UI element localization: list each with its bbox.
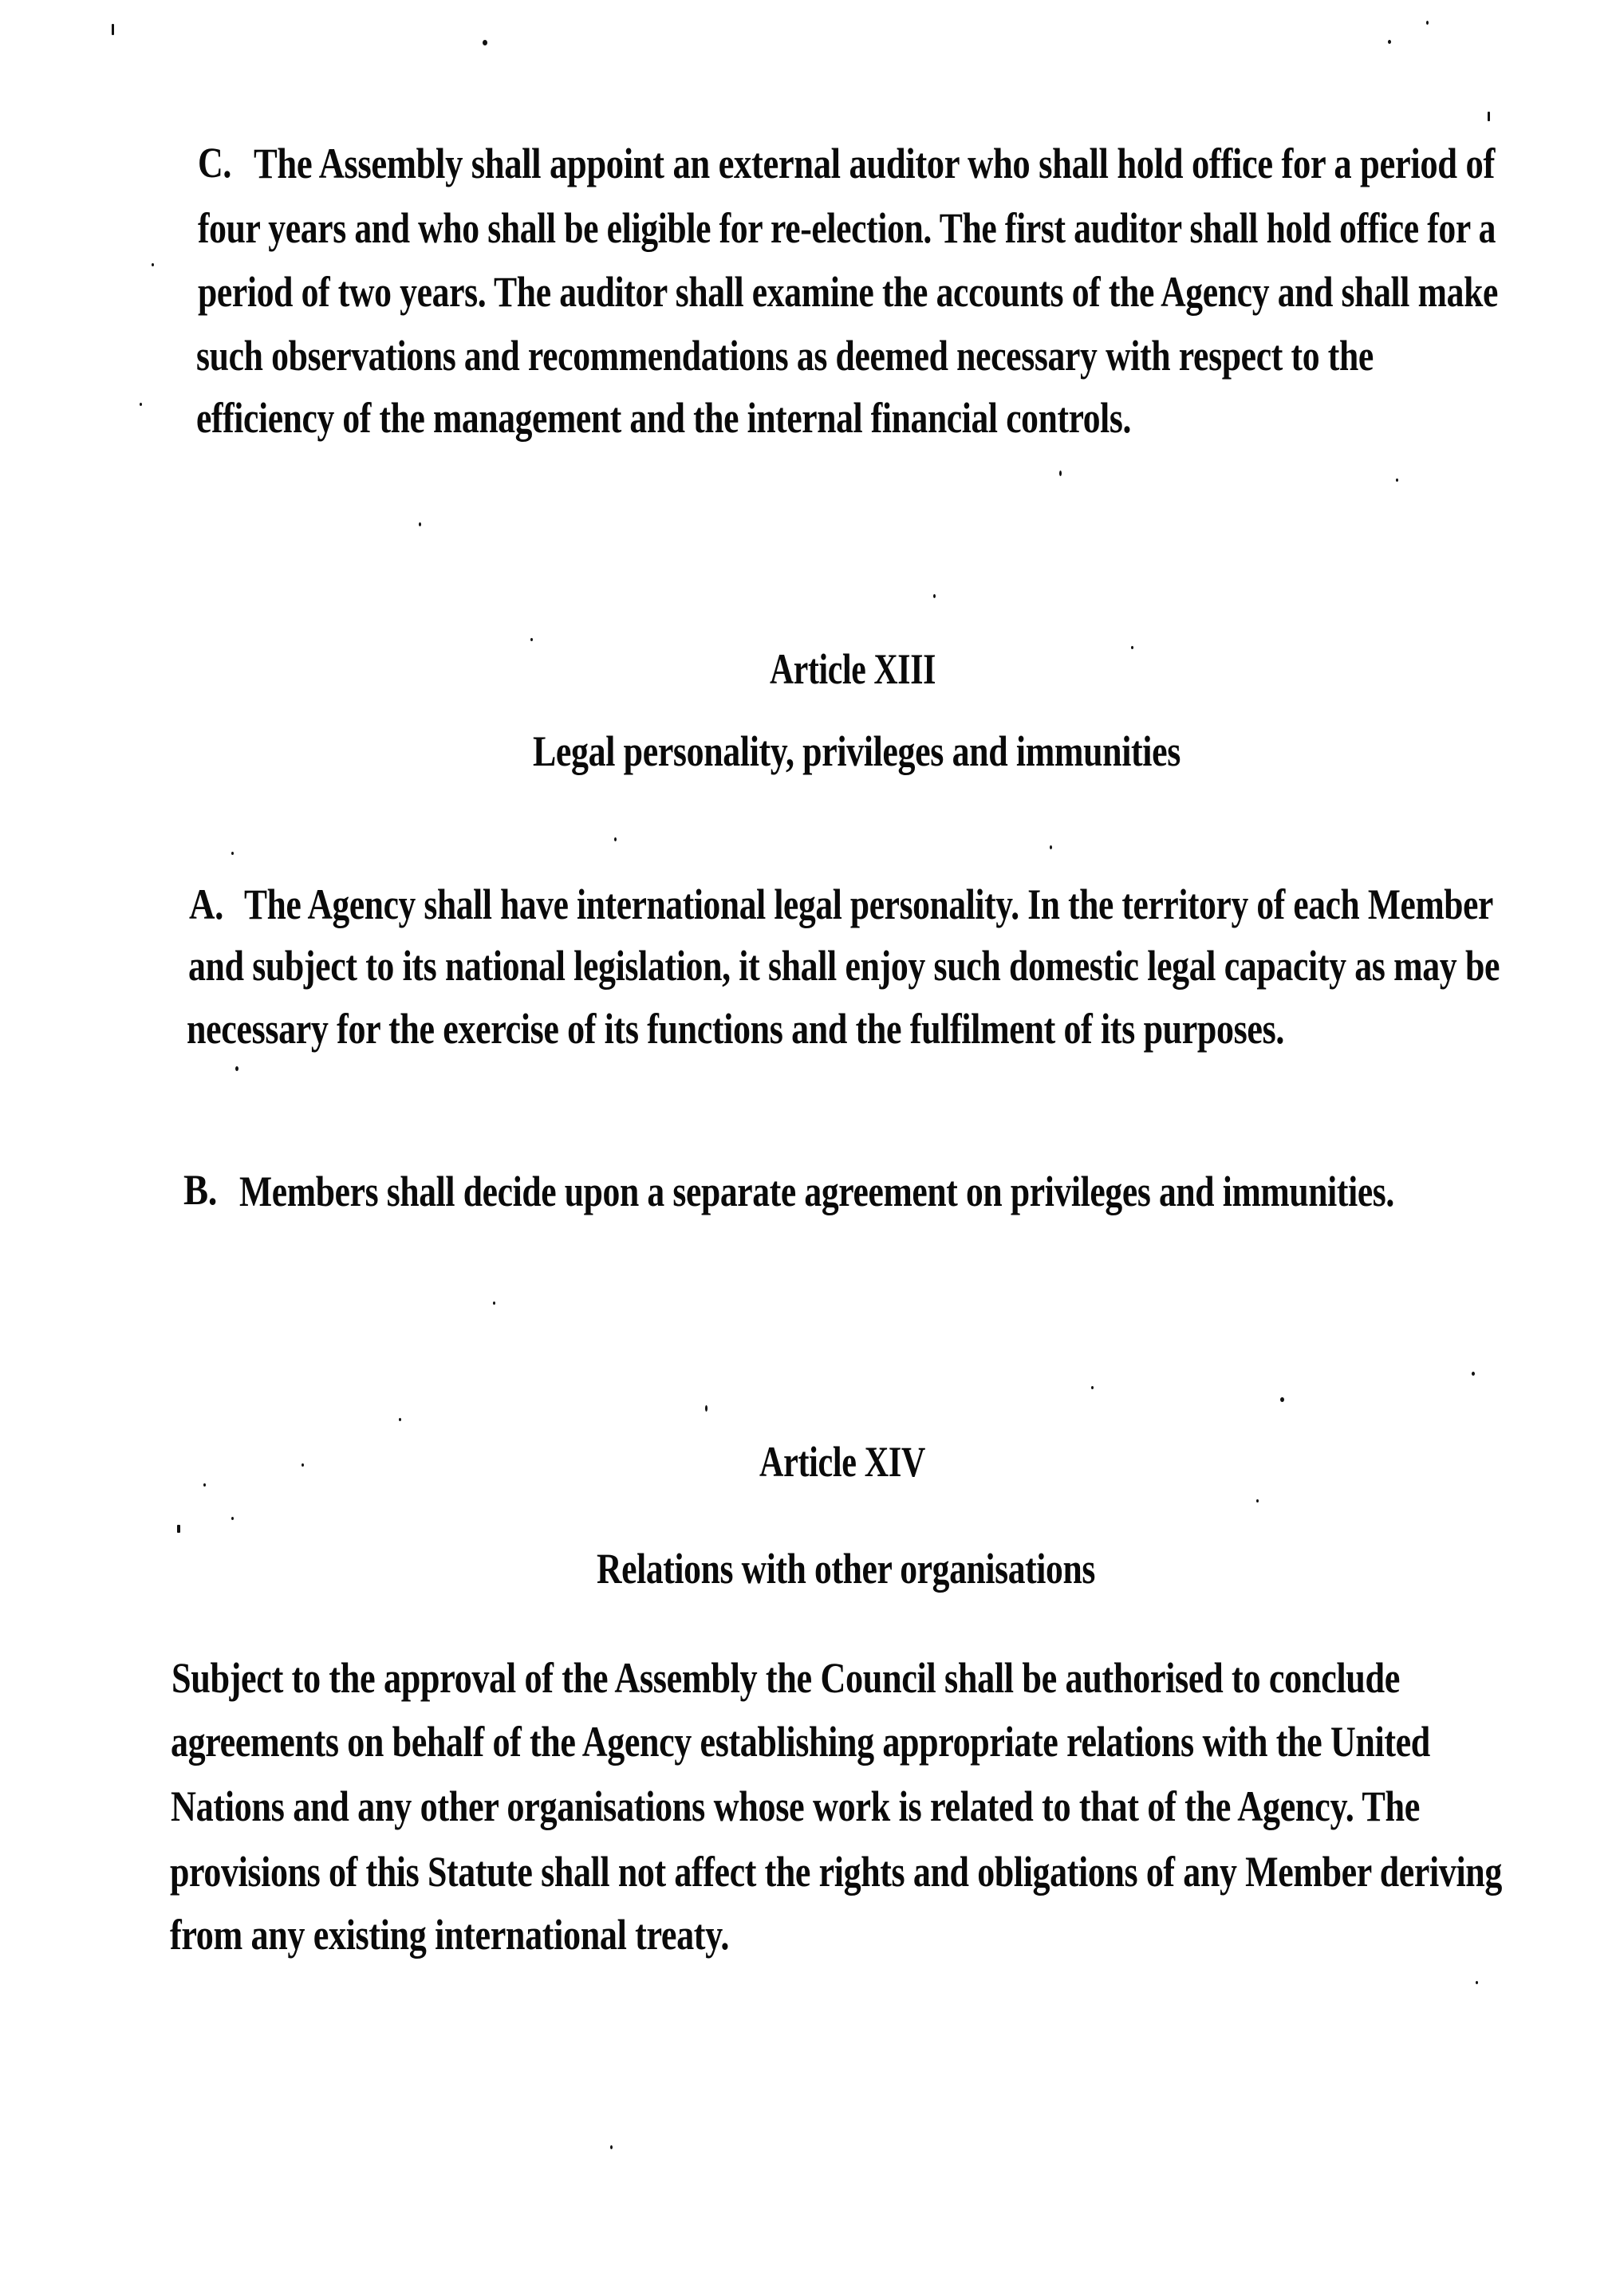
scan-speck (152, 263, 154, 266)
scan-speck (231, 1517, 234, 1520)
paragraph-a-label: A. (189, 880, 223, 929)
section-c-label: C. (198, 139, 231, 187)
scan-speck (235, 1066, 238, 1071)
scan-speck (1396, 478, 1398, 482)
scan-speck (1131, 646, 1133, 649)
article-xiv-line-4: provisions of this Statute shall not affect the rights and obligations of any Member deriving (170, 1848, 1502, 1896)
scan-speck (112, 24, 114, 35)
scan-speck (1476, 1981, 1478, 1984)
paragraph-a-line-3: necessary for the exercise of its functions and the fulfilment of its purposes. (187, 1005, 1284, 1053)
scan-speck (610, 2145, 613, 2149)
scan-speck (493, 1302, 495, 1305)
paragraph-a-line-1: The Agency shall have international legal personality. In the territory of each Member (244, 880, 1493, 929)
paragraph-b-label: B. (183, 1166, 217, 1215)
scan-speck (1059, 471, 1062, 476)
article-xiii-subtitle: Legal personality, privileges and immunities (533, 727, 1181, 776)
scan-speck (1426, 21, 1429, 25)
section-c-line-5: efficiency of the management and the internal financial controls. (196, 394, 1132, 443)
scan-speck (1472, 1372, 1475, 1376)
article-xiv-line-2: agreements on behalf of the Agency establishing appropriate relations with the United (171, 1718, 1430, 1766)
scan-speck (1388, 40, 1391, 44)
scan-speck (203, 1483, 206, 1487)
scan-speck (530, 638, 533, 641)
scan-speck (705, 1405, 708, 1412)
scan-speck (177, 1525, 180, 1533)
article-xiv-line-3: Nations and any other organisations whose work is related to that of the Agency. The (171, 1782, 1421, 1831)
scan-speck (399, 1418, 401, 1421)
scan-speck (483, 40, 487, 45)
scan-speck (614, 837, 617, 841)
section-c-line-2: four years and who shall be eligible for re-election. The first auditor shall hold office for a (198, 204, 1496, 253)
article-xiv-subtitle: Relations with other organisations (597, 1545, 1095, 1593)
section-c-line-1: The Assembly shall appoint an external auditor who shall hold office for a period of (254, 140, 1495, 188)
article-xiv-line-5: from any existing international treaty. (170, 1911, 730, 1959)
paragraph-b-line-1: Members shall decide upon a separate agreement on privileges and immunities. (239, 1168, 1394, 1216)
scan-speck (1050, 845, 1052, 849)
article-xiv-title: Article XIV (759, 1438, 925, 1487)
article-xiii-title: Article XIII (770, 645, 936, 694)
scan-speck (419, 522, 421, 526)
scan-speck (1256, 1499, 1259, 1502)
article-xiv-line-1: Subject to the approval of the Assembly the Council shall be authorised to conclude (171, 1654, 1400, 1703)
scan-speck (231, 852, 234, 855)
scan-speck (1280, 1397, 1284, 1402)
scan-speck (1488, 112, 1490, 121)
paragraph-a-line-2: and subject to its national legislation, it shall enjoy such domestic legal capacity as may be (188, 942, 1500, 990)
section-c-line-4: such observations and recommendations as deemed necessary with respect to the (196, 332, 1374, 380)
section-c-line-3: period of two years. The auditor shall examine the accounts of the Agency and shall make (198, 268, 1498, 317)
scan-speck (302, 1463, 304, 1467)
scan-speck (140, 403, 142, 406)
scan-speck (1091, 1386, 1094, 1389)
scan-speck (933, 594, 936, 598)
